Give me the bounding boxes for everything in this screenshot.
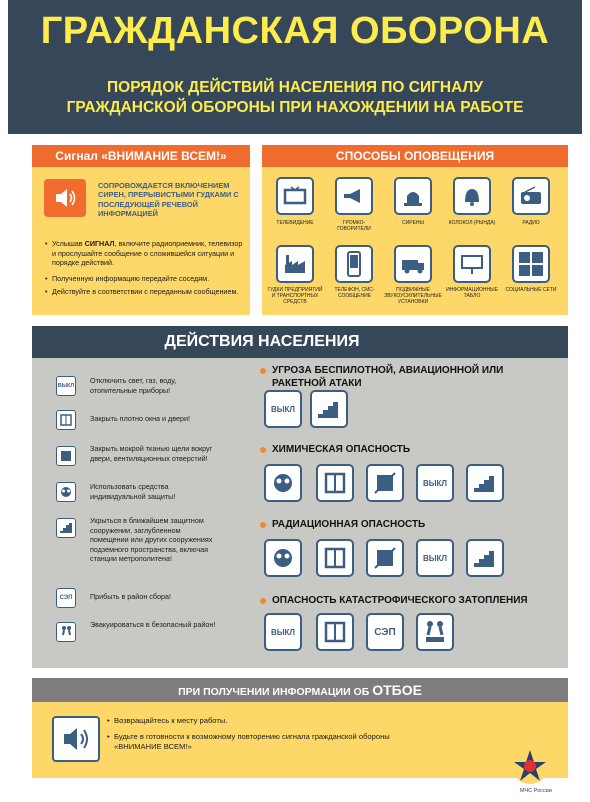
close-window-icon (316, 539, 354, 577)
shelter-icon (310, 390, 348, 428)
gas-mask-icon (264, 464, 302, 502)
actions-header (32, 326, 568, 358)
actions-tab: ДЕЙСТВИЯ НАСЕЛЕНИЯ (164, 333, 360, 350)
legend-text-3: Использовать средства индивидуальной защиты! (90, 482, 176, 501)
legend-text-4: Укрыться в ближайшем защитном сооружении, заглубленном помещении или других сооружениях подземного пространства, включая станции метрополитена! (90, 516, 213, 563)
subtitle-line-2: ГРАЖДАНСКОЙ ОБОРОНЫ ПРИ НАХОЖДЕНИИ НА РАБОТЕ (66, 99, 524, 116)
evacuate-icon (416, 613, 454, 651)
assembly-point-icon: СЭП (56, 588, 76, 608)
hazard-title-2: РАДИАЦИОННАЯ ОПАСНОСТЬ (272, 519, 426, 530)
close-window-icon (316, 613, 354, 651)
loudspeaker-icon (335, 177, 373, 215)
hazard-dot (260, 368, 266, 374)
otboy-header (32, 678, 568, 702)
gas-mask-icon (56, 482, 76, 502)
close-window-icon (316, 464, 354, 502)
methods-box (262, 167, 568, 315)
power-off-icon: ВЫКЛ (416, 464, 454, 502)
seal-door-icon (366, 539, 404, 577)
power-off-icon: ВЫКЛ (416, 539, 454, 577)
power-off-icon: ВЫКЛ (264, 390, 302, 428)
hazard-dot (260, 522, 266, 528)
method-label-mobile: ПОДВИЖНЫЕ ЗВУКОУСИЛИТЕЛЬНЫЕ УСТАНОВКИ (384, 287, 442, 305)
siren-icon (394, 177, 432, 215)
tv-icon (276, 177, 314, 215)
mchs-emblem-icon (510, 746, 550, 786)
method-label-tv: ТЕЛЕВИДЕНИЕ (276, 220, 314, 226)
otboy-bullet-1: • Возвращайтесь к месту работы. (114, 716, 374, 726)
method-label-siren: СИРЕНЫ (402, 220, 424, 226)
otboy-box (32, 702, 568, 778)
methods-tab: СПОСОБЫ ОПОВЕЩЕНИЯ (262, 145, 568, 167)
power-off-icon: ВЫКЛ (264, 613, 302, 651)
page-title: ГРАЖДАНСКАЯ ОБОРОНА (40, 10, 550, 52)
header (8, 0, 582, 134)
signal-description: СОПРОВОЖДАЕТСЯ ВКЛЮЧЕНИЕМ СИРЕН, ПРЕРЫВИСТЫМИ ГУДКАМИ С ПОСЛЕДУЮЩЕЙ РЕЧЕВОЙ ИНФОРМАЦИЕЙ (98, 181, 239, 219)
method-label-phone: ТЕЛЕФОН, СМС-СООБЩЕНИЕ (334, 287, 375, 299)
assembly-point-icon: СЭП (366, 613, 404, 651)
phone-icon (335, 245, 373, 283)
signal-bullet-1: • Услышав СИГНАЛ, включите радиоприемник, телевизор и прослушайте сообщение о сложившейся ситуации и порядке действий. (52, 239, 244, 268)
signal-box (32, 167, 250, 315)
mchs-logo (500, 746, 580, 802)
method-label-bell: КОЛОКОЛ (РЫНДА) (448, 220, 496, 226)
page-subtitle (8, 78, 582, 118)
gas-mask-icon (264, 539, 302, 577)
signal-tab: Сигнал «ВНИМАНИЕ ВСЕМ!» (32, 145, 250, 167)
method-label-social: СОЦИАЛЬНЫЕ СЕТИ (505, 287, 557, 293)
otboy-tab: ПРИ ПОЛУЧЕНИИ ИНФОРМАЦИИ ОБ ОТБОЕ (178, 682, 422, 698)
otboy-bullet-2: • Будьте в готовности к возможному повторению сигнала гражданской обороны «ВНИМАНИЕ ВСЕМ!» (114, 732, 414, 751)
social-networks-icon (512, 245, 550, 283)
method-label-radio: РАДИО (522, 220, 540, 226)
hazard-title-0: УГРОЗА БЕСПИЛОТНОЙ, АВИАЦИОННОЙ ИЛИ РАКЕТНОЙ АТАКИ (272, 365, 504, 389)
signal-bullet-2: • Полученную информацию передайте соседям. (52, 274, 244, 284)
signal-bullet-3: • Действуйте в соответствии с переданным сообщением. (52, 287, 244, 297)
shelter-icon (56, 518, 76, 538)
hazard-title-1: ХИМИЧЕСКАЯ ОПАСНОСТЬ (272, 444, 411, 455)
legend-text-6: Эвакуироваться в безопасный район! (90, 620, 216, 629)
hazard-dot (260, 447, 266, 453)
info-board-icon (453, 245, 491, 283)
seal-door-icon (366, 464, 404, 502)
evacuate-icon (56, 622, 76, 642)
logo-caption: МЧС России (520, 788, 552, 794)
method-label-factory: ГУДКИ ПРЕДПРИЯТИЙ И ТРАНСПОРТНЫХ СРЕДСТВ (267, 287, 323, 305)
legend-text-5: Прибыть в район сбора! (90, 592, 171, 601)
hazard-title-3: ОПАСНОСТЬ КАТАСТРОФИЧЕСКОГО ЗАТОПЛЕНИЯ (272, 595, 528, 606)
legend-text-2: Закрыть мокрой тканью щели вокруг двери, вентиляционных отверстий! (90, 444, 213, 463)
method-label-loudspeaker: ГРОМКО- ГОВОРИТЕЛИ (337, 220, 371, 232)
subtitle-line-1: ПОРЯДОК ДЕЙСТВИЙ НАСЕЛЕНИЯ ПО СИГНАЛУ (107, 79, 483, 96)
legend-text-0: Отключить свет, газ, воду, отопительные приборы! (90, 376, 177, 395)
shelter-icon (466, 539, 504, 577)
power-off-icon: ВЫКЛ (56, 376, 76, 396)
method-label-board: ИНФОРМАЦИОННЫЕ ТАБЛО (446, 287, 498, 299)
factory-icon (276, 245, 314, 283)
legend-text-1: Закрыть плотно окна и двери! (90, 414, 190, 423)
radio-icon (512, 177, 550, 215)
close-window-icon (56, 410, 76, 430)
seal-door-icon (56, 446, 76, 466)
speaker-icon (52, 716, 100, 762)
bell-icon (453, 177, 491, 215)
speaker-icon (44, 179, 86, 217)
mobile-unit-icon (394, 245, 432, 283)
hazard-dot (260, 598, 266, 604)
shelter-icon (466, 464, 504, 502)
